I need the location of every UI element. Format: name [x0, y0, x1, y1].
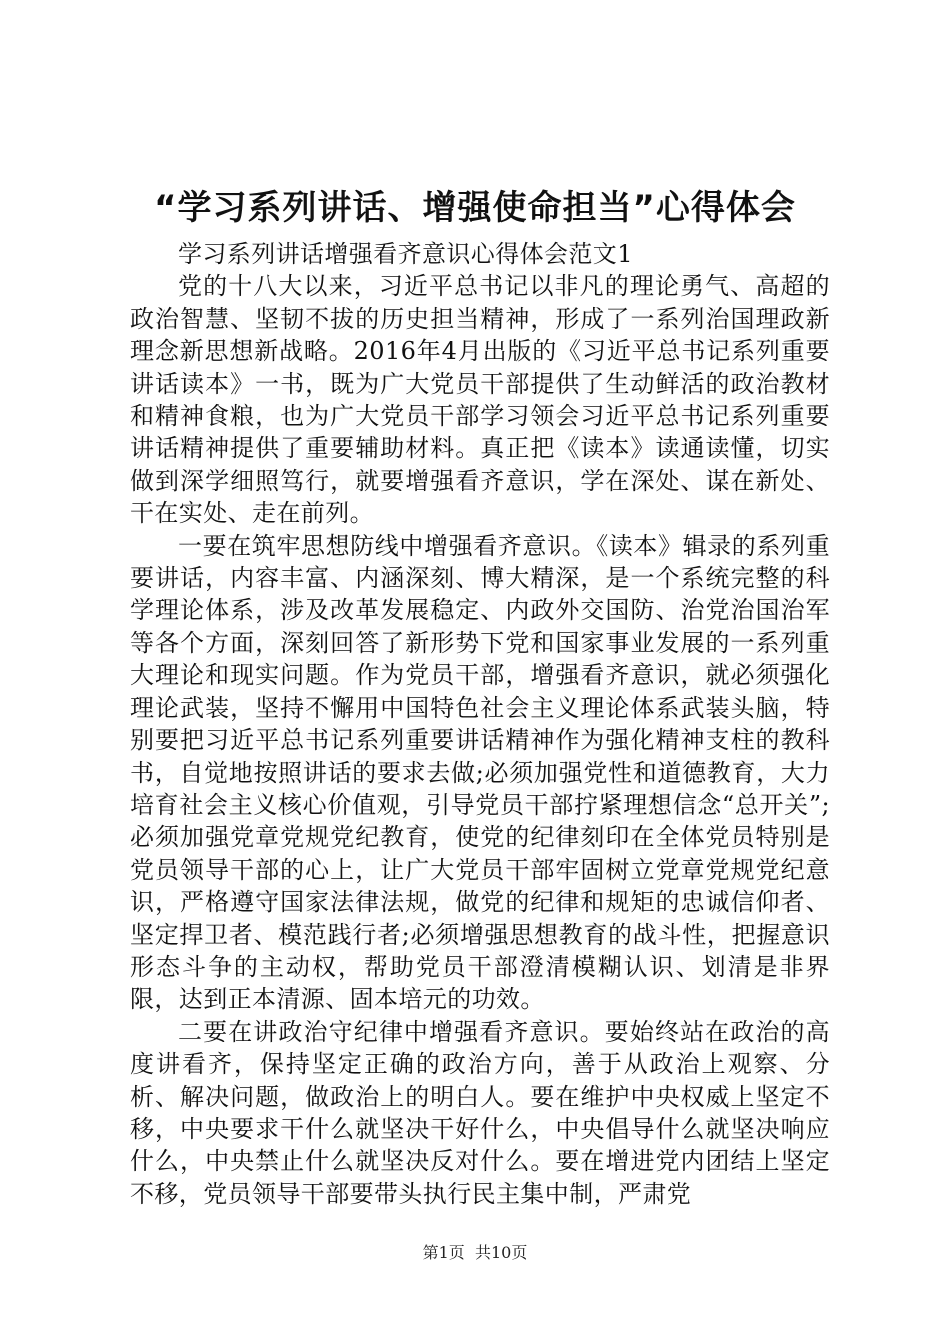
paragraph-intro: 党的十八大以来，习近平总书记以非凡的理论勇气、高超的政治智慧、坚韧不拔的历史担当精神，形成了一系列治国理政新理念新思想新战略。2016年4月出版的《习近平总书记系列重要讲话读本》一书，既为广大党员干部提供了生动鲜活的政治教材和精神食粮，也为广大党员干部学习领会习近平总书记系列重要讲话精神提供了重要辅助材料。真正把《读本》读通读懂，切实做到深学细照笃行，就要增强看齐意识，学在深处、谋在新处、干在实处、走在前列。 — [130, 272, 830, 528]
page-footer — [0, 1242, 950, 1264]
page-total: 共10页 — [474, 1243, 528, 1262]
document-body — [130, 238, 830, 1210]
paragraph-point-one: 一要在筑牢思想防线中增强看齐意识。《读本》辑录的系列重要讲话，内容丰富、内涵深刻、博大精深，是一个系统完整的科学理论体系，涉及改革发展稳定、内政外交国防、治党治国治军等各个方面，深刻回答了新形势下党和国家事业发展的一系列重大理论和现实问题。作为党员干部，增强看齐意识，就必须强化理论武装，坚持不懈用中国特色社会主义理论体系武装头脑，特别要把习近平总书记系列重要讲话精神作为强化精神支柱的教科书，自觉地按照讲话的要求去做;必须加强党性和道德教育，大力培育社会主义核心价值观，引导党员干部拧紧理想信念“总开关”;必须加强党章党规党纪教育，使党的纪律刻印在全体党员特别是党员领导干部的心上，让广大党员干部牢固树立党章党规党纪意识，严格遵守国家法律法规，做党的纪律和规矩的忠诚信仰者、坚定捍卫者、模范践行者;必须增强思想教育的战斗性，把握意识形态斗争的主动权，帮助党员干部澄清模糊认识、划清是非界限，达到正本清源、固本培元的功效。 — [130, 531, 830, 1014]
document-title: “学习系列讲话、增强使命担当”心得体会 — [154, 188, 796, 228]
paragraph-point-two: 二要在讲政治守纪律中增强看齐意识。要始终站在政治的高度讲看齐，保持坚定正确的政治方向，善于从政治上观察、分析、解决问题，做政治上的明白人。要在维护中央权威上坚定不移，中央要求干什么就坚决干好什么，中央倡导什么就坚决响应什么，中央禁止什么就坚决反对什么。要在增进党内团结上坚定不移，党员领导干部要带头执行民主集中制，严肃党 — [130, 1017, 830, 1208]
page-number: 第1页 — [422, 1243, 465, 1262]
paragraph-subtitle: 学习系列讲话增强看齐意识心得体会范文1 — [178, 240, 633, 268]
